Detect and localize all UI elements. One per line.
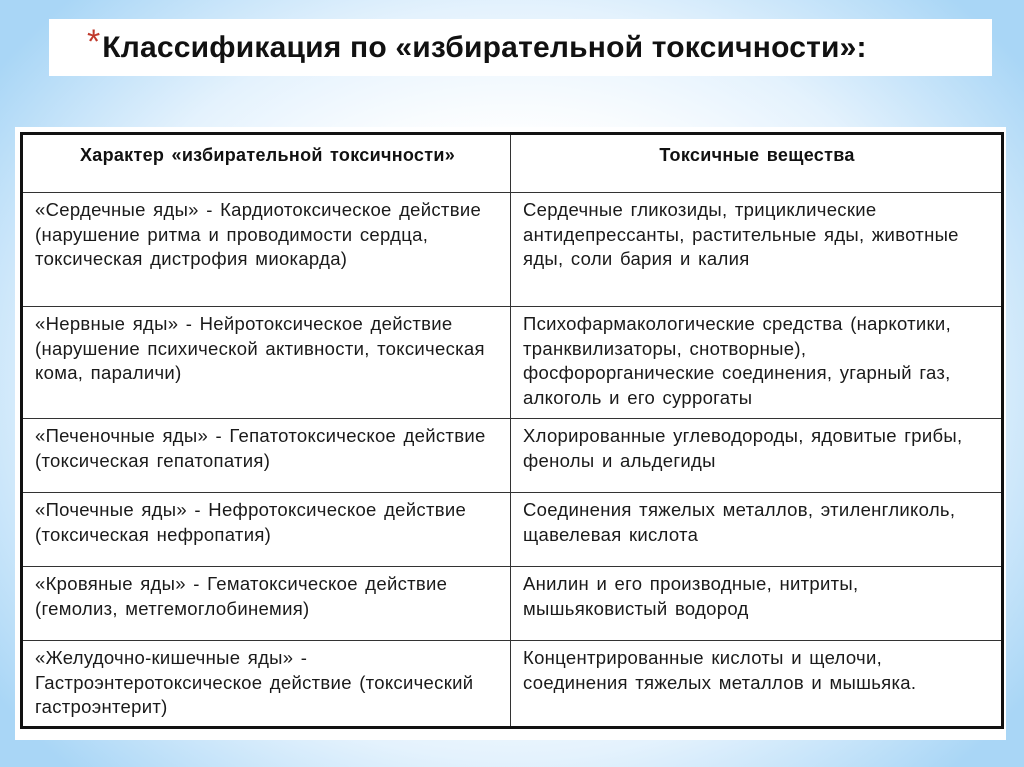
cell-substances: Анилин и его производные, нитриты, мышьяковистый водород [511, 567, 1003, 641]
cell-character: «Нервные яды» - Нейротоксическое действие (нарушение психической активности, токсическая кома, параличи) [22, 307, 511, 419]
table-row [22, 419, 1003, 493]
slide-title-box [49, 19, 992, 76]
table-row [22, 193, 1003, 307]
cell-character: «Почечные яды» - Нефротоксическое действие (токсическая нефропатия) [22, 493, 511, 567]
header-character: Характер «избирательной токсичности» [22, 134, 511, 193]
cell-substances: Концентрированные кислоты и щелочи, соединения тяжелых металлов и мышьяка. [511, 641, 1003, 728]
slide-title: Классификация по «избирательной токсичности»: [102, 30, 867, 64]
table-row [22, 493, 1003, 567]
table-row [22, 307, 1003, 419]
cell-character: «Сердечные яды» - Кардиотоксическое действие (нарушение ритма и проводимости сердца, токсическая дистрофия миокарда) [22, 193, 511, 307]
cell-substances: Соединения тяжелых металлов, этиленгликоль, щавелевая кислота [511, 493, 1003, 567]
cell-substances: Психофармакологические средства (наркотики, транквилизаторы, снотворные), фосфорорганические соединения, угарный газ, алкоголь и его суррогаты [511, 307, 1003, 419]
cell-substances: Сердечные гликозиды, трициклические антидепрессанты, растительные яды, животные яды, соли бария и калия [511, 193, 1003, 307]
table-row [22, 567, 1003, 641]
cell-character: «Печеночные яды» - Гепатотоксическое действие (токсическая гепатопатия) [22, 419, 511, 493]
toxicity-classification-table [20, 132, 1004, 729]
cell-substances: Хлорированные углеводороды, ядовитые грибы, фенолы и альдегиды [511, 419, 1003, 493]
asterisk-bullet-icon: * [87, 22, 101, 61]
table-header-row [22, 134, 1003, 193]
cell-character: «Кровяные яды» - Гематоксическое действие (гемолиз, метгемоглобинемия) [22, 567, 511, 641]
cell-character: «Желудочно-кишечные яды» - Гастроэнтеротоксическое действие (токсический гастроэнтерит) [22, 641, 511, 728]
header-substances: Токсичные вещества [511, 134, 1003, 193]
table-row [22, 641, 1003, 728]
